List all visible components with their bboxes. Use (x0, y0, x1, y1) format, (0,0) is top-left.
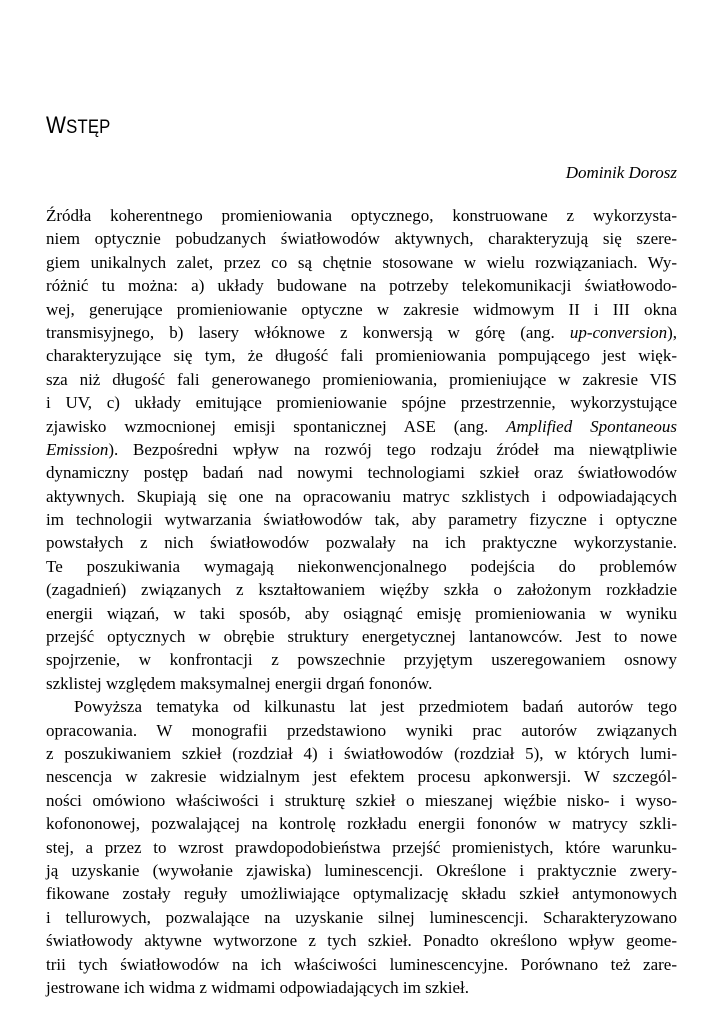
text-line: giem unikalnych zalet, przez co są chętnie stosowane w wielu rozwiązaniach. Wy- (46, 252, 677, 272)
text-line: powstałych z nich światłowodów pozwalały na ich praktyczne wykorzystanie. (46, 533, 677, 553)
text-line: niem optycznie pobudzanych światłowodów aktywnych, charakteryzują się szere- (46, 229, 677, 249)
italic-term: up-conversion (569, 322, 668, 342)
section-title (46, 112, 111, 140)
author-name: Dominik Dorosz (565, 163, 677, 182)
text-line: charakteryzujące się tym, że długość fali promieniowania pompującego jest więk- (46, 346, 677, 366)
text-line: trii tych światłowodów na ich właściwości luminescencyjne. Porównano też zare- (46, 954, 677, 974)
text-segment: transmisyjnego, b) lasery włóknowe z konwersją w górę (ang. (46, 322, 570, 342)
text-line: i tellurowych, pozwalające na uzyskanie silnej luminescencji. Scharakteryzowano (46, 907, 677, 927)
text-line: sza niż długość fali generowanego promieniowania, promieniujące w zakresie VIS (46, 369, 677, 389)
text-line: przejść optycznych w obrębie struktury energetycznej lantanowców. Jest to nowe (46, 627, 677, 647)
text-line: ją uzyskanie (wywołanie zjawiska) luminescencji. Określone i praktycznie zwery- (46, 860, 677, 880)
section-title-rest: STĘP (66, 117, 111, 138)
text-line: opracowania. W monografii przedstawiono wyniki prac autorów związanych (46, 720, 677, 740)
italic-term: Amplified Spontaneous (506, 416, 677, 436)
text-line (46, 415, 677, 438)
text-line: kofononowej, pozwalającej na kontrolę rozkładu energii fononów w matrycy szkli- (46, 814, 677, 834)
paragraph-2 (46, 695, 677, 999)
text-line: energii wiązań, w taki sposób, aby osiągnąć emisję promieniowania w wyniku (46, 603, 677, 623)
text-line: nescencja w zakresie widzialnym jest efektem procesu apkonwersji. W szczegól- (46, 767, 677, 787)
text-line: różnić tu można: a) układy budowane na potrzeby telekomunikacji światłowodo- (46, 276, 677, 296)
text-line: Powyższa tematyka od kilkunastu lat jest przedmiotem badań autorów tego (74, 697, 677, 717)
text-line: i UV, c) układy emitujące promieniowanie spójne przestrzennie, wykorzystujące (46, 393, 677, 413)
text-line: spojrzenie, w konfrontacji z powszechnie przyjętym uszeregowaniem osnowy (46, 650, 677, 670)
text-line: szklistej względem maksymalnej energii drgań fononów. (46, 673, 433, 693)
text-line: jestrowane ich widma z widmami odpowiadających im szkieł. (46, 977, 469, 997)
text-line: wej, generujące promieniowanie optyczne w zakresie widmowym II i III okna (46, 299, 677, 319)
text-line: ności omówiono właściwości i strukturę szkieł o mieszanej więźbie nisko- i wyso- (46, 790, 677, 810)
text-line: (zagadnień) związanych z kształtowaniem więźby szkła o założonym rozkładzie (46, 580, 677, 600)
text-segment: zjawisko wzmocnionej emisji spontanicznej ASE (ang. (46, 416, 507, 436)
text-line (46, 438, 677, 461)
text-segment: ), (667, 322, 677, 342)
text-line: Te poszukiwania wymagają niekonwencjonalnego podejścia do problemów (46, 556, 677, 576)
text-segment: ). Bezpośredni wpływ na rozwój tego rodzaju źródeł ma niewątpliwie (108, 439, 677, 459)
text-line: z poszukiwaniem szkieł (rozdział 4) i światłowodów (rozdział 5), w których lumi- (46, 743, 677, 763)
paragraph-1 (46, 204, 677, 695)
text-line (46, 321, 677, 344)
text-line: im technologii wytwarzania światłowodów tak, aby parametry fizyczne i optyczne (46, 510, 677, 530)
section-title-capital: W (46, 112, 67, 139)
body-text (46, 204, 677, 999)
text-line: aktywnych. Skupiają się one na opracowaniu matryc szklistych i odpowiadających (46, 486, 677, 506)
text-line: fikowane zostały reguły umożliwiające optymalizację składu szkieł antymonowych (46, 884, 677, 904)
text-line: stej, a przez to wzrost prawdopodobieństwa przejść promienistych, które warunku- (46, 837, 677, 857)
text-line: Źródła koherentnego promieniowania optycznego, konstruowane z wykorzysta- (46, 206, 677, 225)
text-line: światłowody aktywne wytworzone z tych szkieł. Ponadto określono wpływ geome- (46, 931, 677, 951)
italic-term: Emission (46, 439, 109, 459)
text-line: dynamiczny postęp badań nad nowymi technologiami szkieł oraz światłowodów (46, 463, 677, 483)
